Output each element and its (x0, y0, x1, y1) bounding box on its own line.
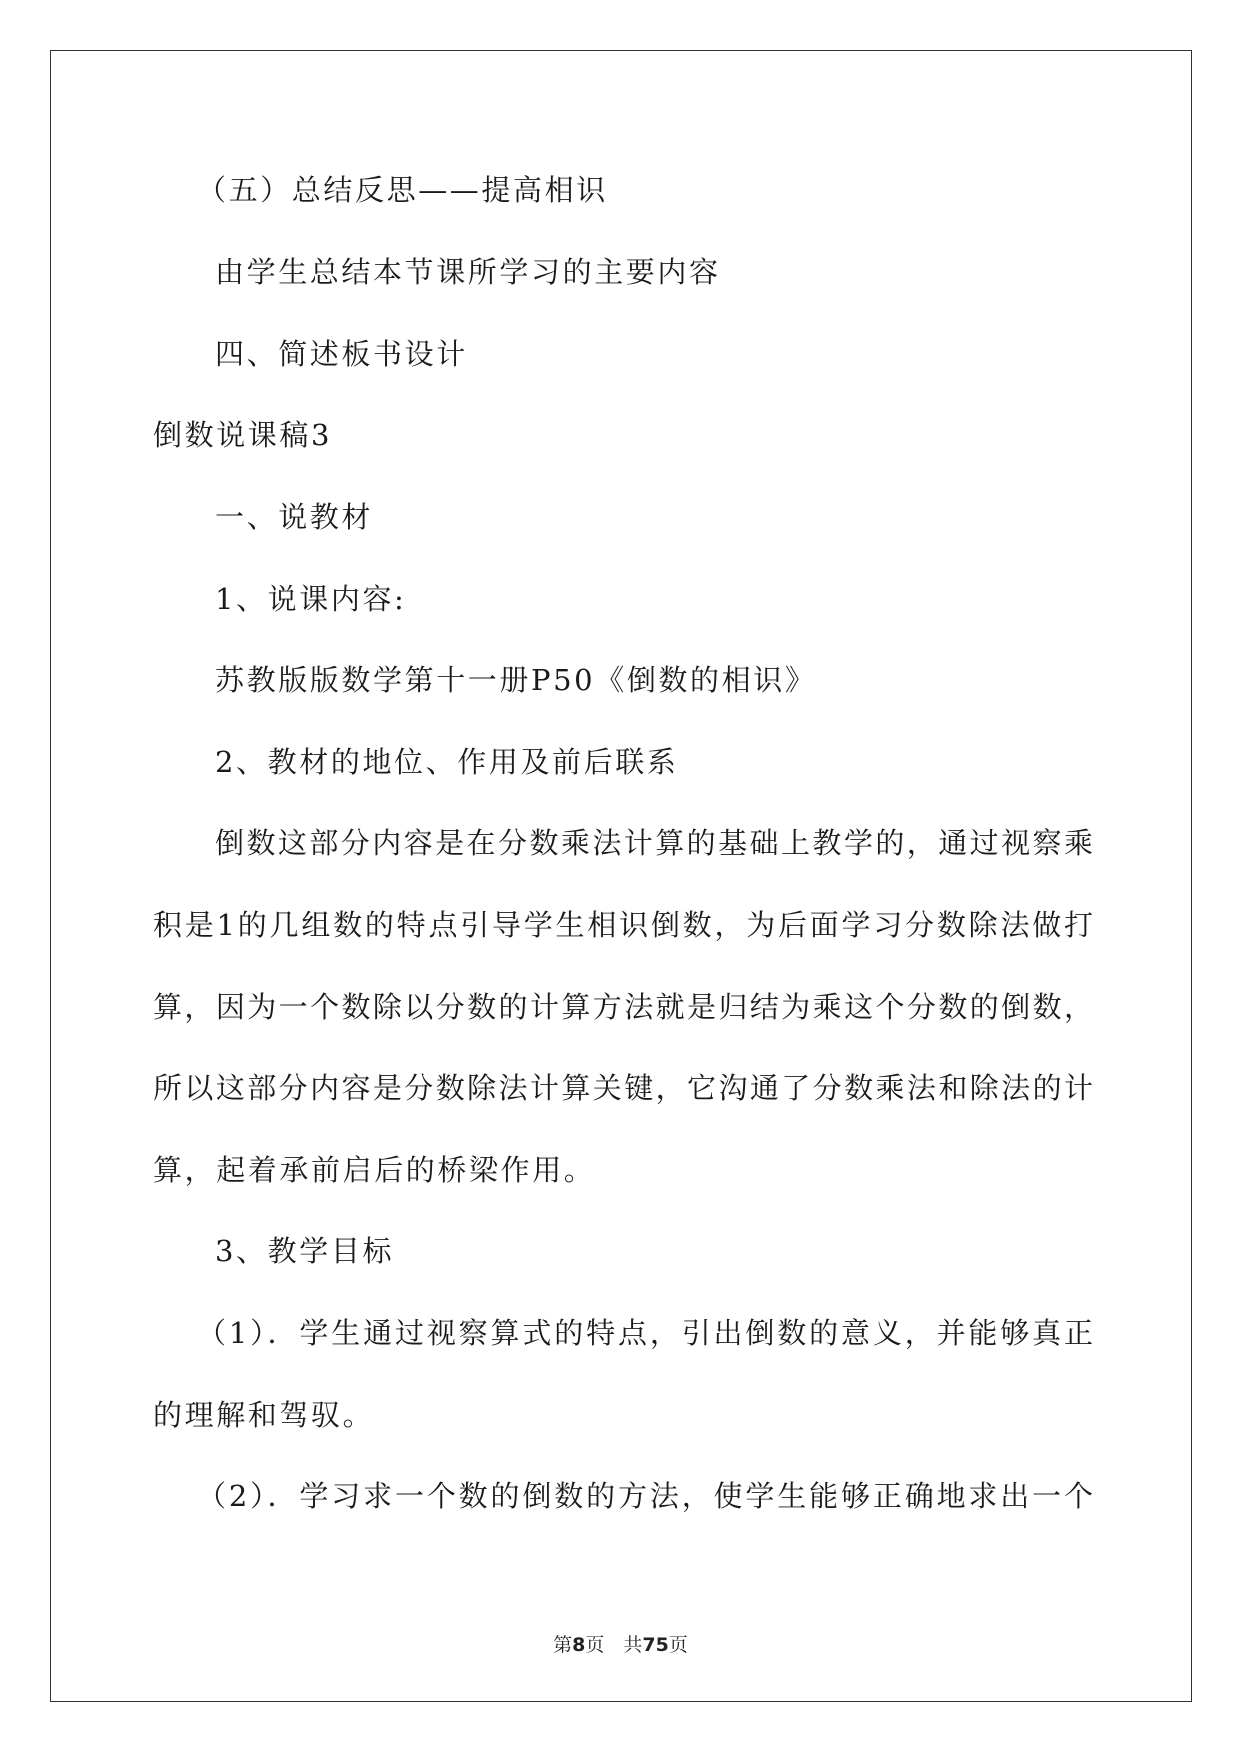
page-footer (0, 1633, 1241, 1657)
footer-suffix: 页 (668, 1634, 688, 1656)
paragraph-line: 的理解和驾驭。 (153, 1398, 375, 1432)
paragraph-line: 算，起着承前启后的桥梁作用。 (153, 1153, 596, 1187)
paragraph-line: 由学生总结本节课所学习的主要内容 (215, 255, 721, 289)
subheading-position: 2、教材的地位、作用及前后联系 (215, 745, 679, 779)
page-total-number: 75 (642, 1634, 669, 1656)
page-border (50, 50, 1192, 1702)
footer-mid: 页 共 (585, 1634, 643, 1656)
section-heading-summary: （五）总结反思——提高相识 (197, 173, 608, 207)
paragraph-line: 积是1的几组数的特点引导学生相识倒数，为后面学习分数除法做打 (153, 908, 1093, 942)
footer-prefix: 第 (553, 1634, 573, 1656)
paragraph-line: 倒数这部分内容是在分数乘法计算的基础上教学的，通过视察乘 (215, 826, 1093, 860)
section-heading-textbook: 一、说教材 (215, 500, 374, 534)
subheading-objectives: 3、教学目标 (215, 1234, 395, 1268)
paragraph-line: 所以这部分内容是分数除法计算关键，它沟通了分数乘法和除法的计 (153, 1071, 1093, 1105)
page-current-number: 8 (572, 1634, 586, 1656)
subheading-content: 1、说课内容: (215, 582, 407, 616)
paragraph-line: 苏教版版数学第十一册P50《倒数的相识》 (215, 663, 817, 697)
paragraph-line: （2）．学习求一个数的倒数的方法，使学生能够正确地求出一个 (197, 1479, 1093, 1513)
document-title: 倒数说课稿3 (153, 418, 333, 452)
paragraph-line: 算，因为一个数除以分数的计算方法就是归结为乘这个分数的倒数， (153, 990, 1093, 1024)
paragraph-line: （1）．学生通过视察算式的特点，引出倒数的意义，并能够真正 (197, 1316, 1093, 1350)
section-heading-board-design: 四、简述板书设计 (215, 337, 468, 371)
